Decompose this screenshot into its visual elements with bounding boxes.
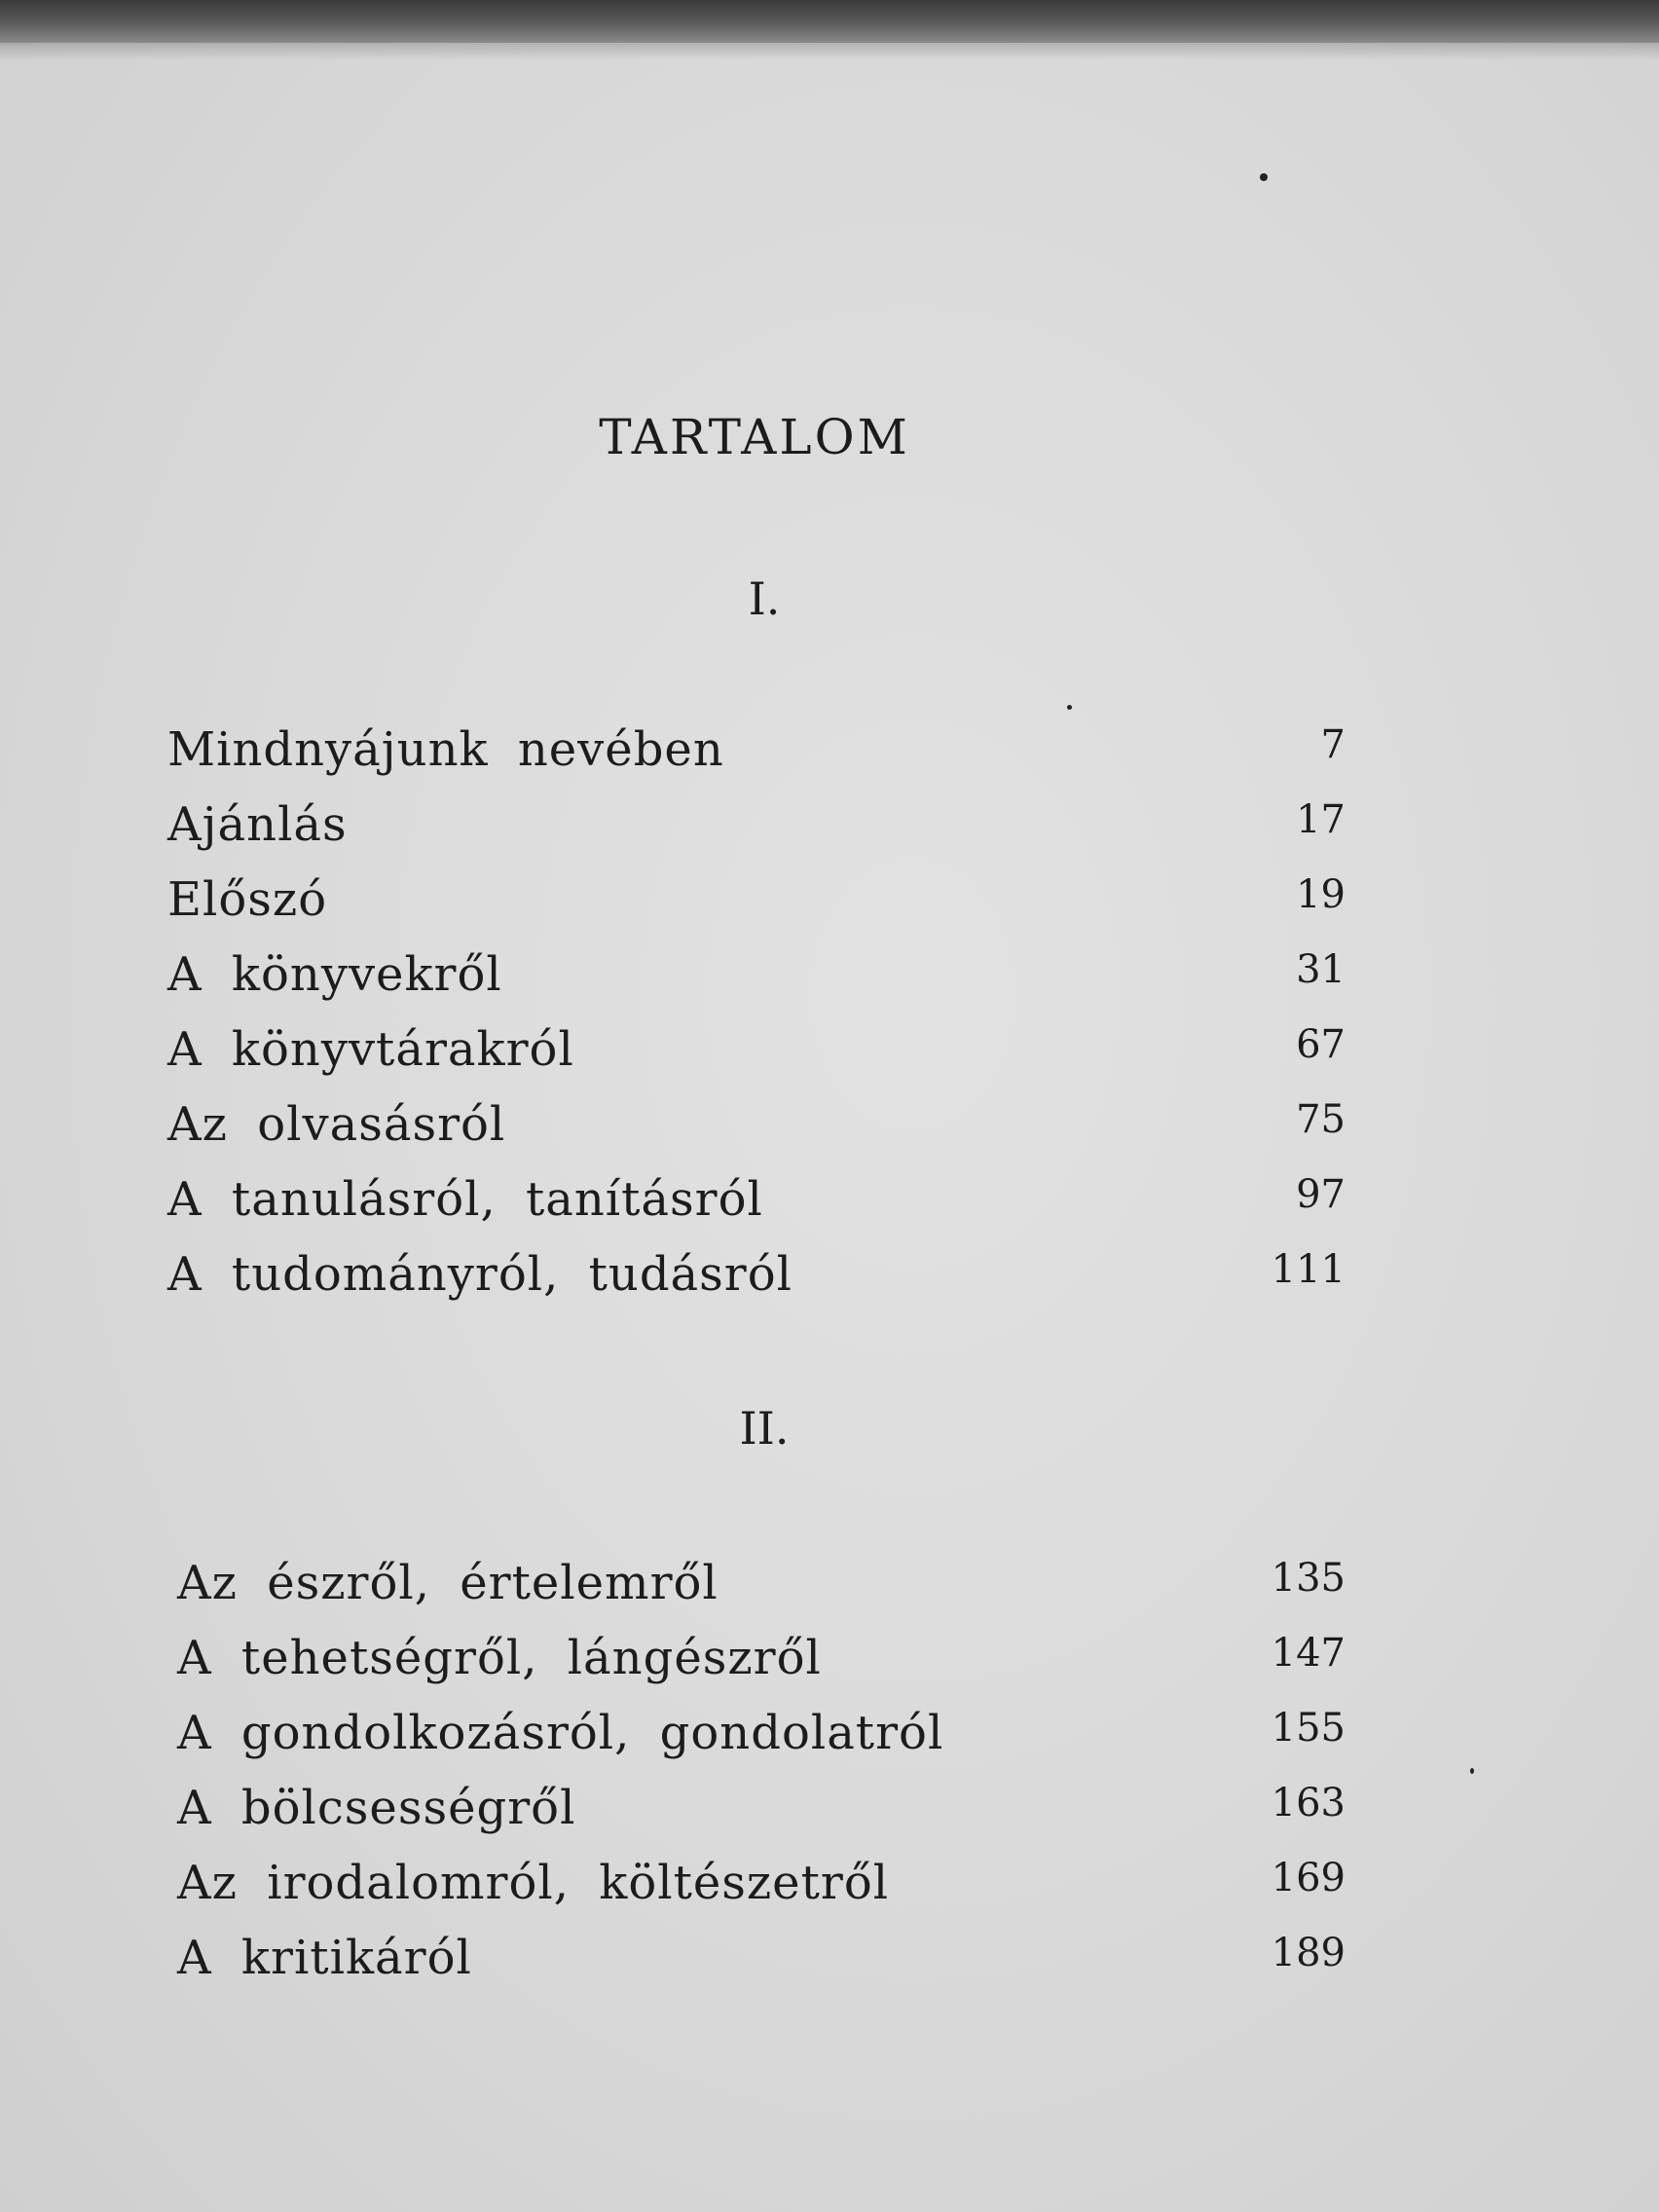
section-heading-1: I.	[748, 572, 781, 625]
toc-entry-title: A könyvtárakról	[167, 1022, 574, 1077]
toc-entry[interactable]	[177, 1931, 1346, 2006]
toc-section-1	[167, 722, 1346, 1322]
toc-entry[interactable]	[167, 947, 1346, 1022]
toc-entry-title: A tudományról, tudásról	[167, 1247, 793, 1302]
toc-entry-page: 155	[1271, 1706, 1346, 1751]
toc-entry[interactable]	[167, 1247, 1346, 1322]
toc-entry-title: Az irodalomról, költészetről	[177, 1856, 890, 1910]
toc-entry-title: A tanulásról, tanításról	[167, 1172, 763, 1227]
toc-entry[interactable]	[177, 1856, 1346, 1931]
toc-entry-page: 135	[1271, 1556, 1346, 1601]
toc-entry[interactable]	[167, 1097, 1346, 1172]
toc-entry-page: 163	[1271, 1781, 1346, 1825]
toc-entry-page: 31	[1296, 947, 1346, 992]
toc-entry-page: 111	[1271, 1247, 1346, 1292]
toc-entry-title: Mindnyájunk nevében	[167, 722, 724, 777]
toc-entry[interactable]	[167, 797, 1346, 872]
toc-entry-page: 75	[1296, 1097, 1346, 1142]
toc-entry[interactable]	[177, 1631, 1346, 1706]
section-heading-2: II.	[739, 1402, 790, 1455]
toc-entry[interactable]	[177, 1706, 1346, 1781]
toc-entry-page: 147	[1271, 1631, 1346, 1676]
toc-entry-page: 7	[1320, 722, 1346, 767]
toc-entry-page: 169	[1271, 1856, 1346, 1900]
toc-entry[interactable]	[167, 1172, 1346, 1247]
toc-entry-title: A kritikáról	[177, 1931, 472, 1985]
toc-entry-page: 17	[1296, 797, 1346, 842]
toc-entry[interactable]	[167, 1022, 1346, 1097]
toc-entry-title: Ajánlás	[167, 797, 348, 852]
toc-entry-title: Az észről, értelemről	[177, 1556, 719, 1610]
toc-entry-page: 19	[1296, 872, 1346, 917]
toc-entry-title: A tehetségről, lángészről	[177, 1631, 822, 1685]
toc-entry[interactable]	[167, 722, 1346, 797]
toc-entry-title: A könyvekről	[167, 947, 502, 1002]
toc-entry-page: 67	[1296, 1022, 1346, 1067]
toc-entry[interactable]	[177, 1556, 1346, 1631]
page-title: TARTALOM	[599, 409, 910, 465]
toc-entry-title: A bölcsességről	[177, 1781, 576, 1835]
toc-entry[interactable]	[167, 872, 1346, 947]
toc-entry[interactable]	[177, 1781, 1346, 1856]
toc-entry-title: Előszó	[167, 872, 328, 927]
toc-section-2	[177, 1556, 1346, 2006]
toc-entry-title: A gondolkozásról, gondolatról	[177, 1706, 944, 1760]
toc-entry-page: 189	[1271, 1931, 1346, 1975]
toc-entry-title: Az olvasásról	[167, 1097, 506, 1152]
toc-entry-page: 97	[1296, 1172, 1346, 1217]
